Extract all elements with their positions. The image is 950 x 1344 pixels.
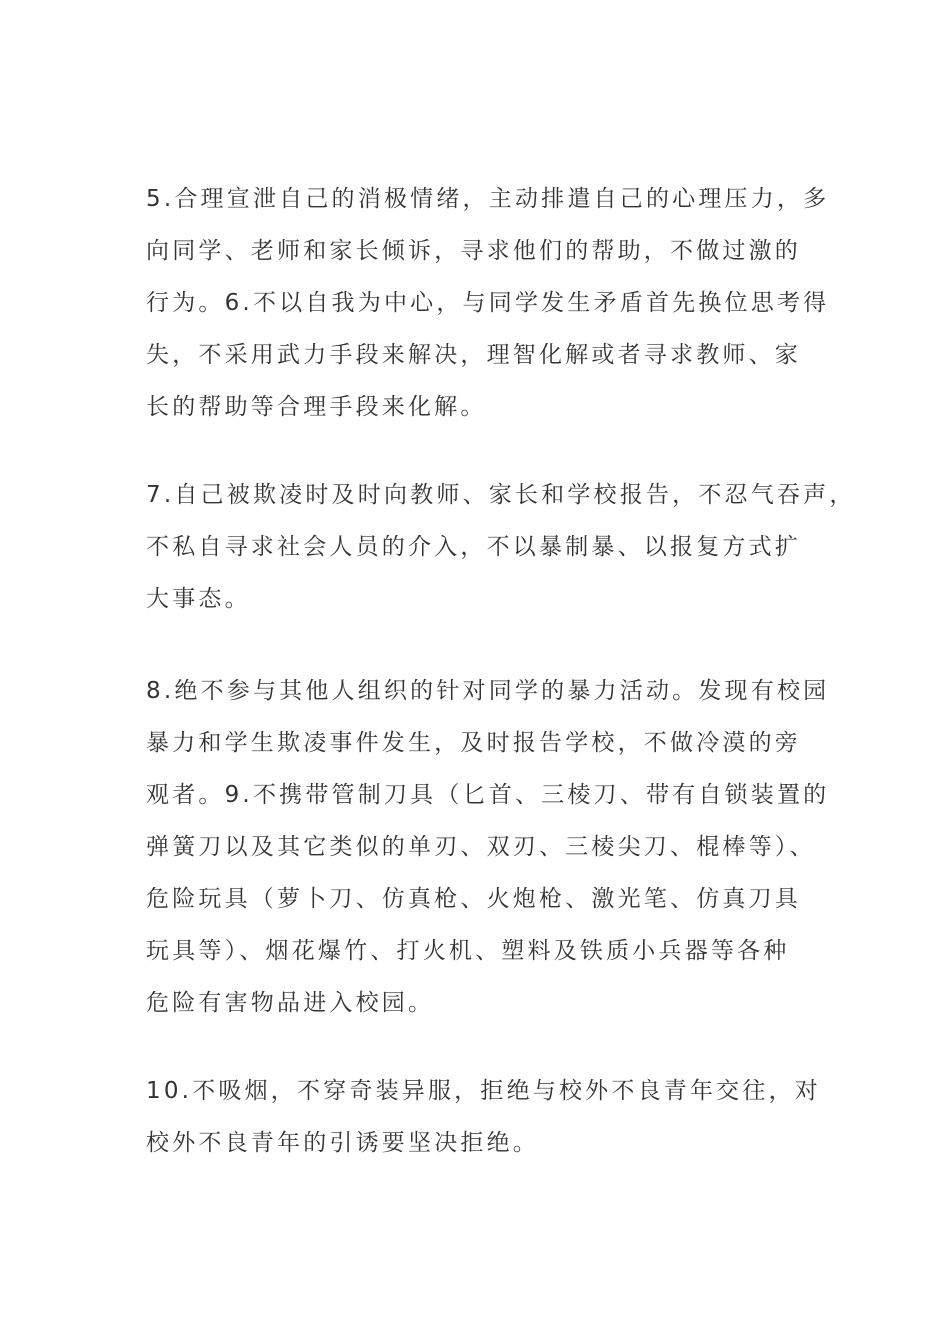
paragraph-item-10: [146, 1065, 836, 1169]
text-line: 不私自寻求社会人员的介入，不以暴制暴、以报复方式扩: [146, 534, 801, 560]
text-line: 7.自己被欺凌时及时向教师、家长和学校报告，不忍气吞声，: [146, 482, 856, 508]
text-line: 失，不采用武力手段来解决，理智化解或者寻求教师、家: [146, 342, 801, 368]
text-line: 危险玩具（萝卜刀、仿真枪、火炮枪、激光笔、仿真刀具: [146, 886, 801, 912]
text-line: 暴力和学生欺凌事件发生，及时报告学校，不做冷漠的旁: [146, 730, 801, 756]
text-line: 向同学、老师和家长倾诉，寻求他们的帮助，不做过激的: [146, 238, 801, 264]
text-line: 观者。9.不携带管制刀具（匕首、三棱刀、带有自锁装置的: [146, 782, 830, 808]
text-line: 弹簧刀以及其它类似的单刃、双刃、三棱尖刀、棍棒等）、: [146, 834, 816, 860]
paragraph-item-5-6: [146, 173, 836, 433]
text-line: 大事态。: [146, 586, 251, 612]
text-line: 危险有害物品进入校园。: [146, 990, 435, 1016]
text-line: 行为。6.不以自我为中心，与同学发生矛盾首先换位思考得: [146, 290, 830, 316]
text-line: 长的帮助等合理手段来化解。: [146, 394, 487, 420]
paragraph-item-8-9: [146, 665, 836, 1029]
text-line: 8.绝不参与其他人组织的针对同学的暴力活动。发现有校园: [146, 678, 830, 704]
text-line: 10.不吸烟，不穿奇装异服，拒绝与校外不良青年交往，对: [146, 1078, 821, 1104]
text-line: 5.合理宣泄自己的消极情绪，主动排遣自己的心理压力，多: [146, 186, 830, 212]
text-line: 玩具等）、烟花爆竹、打火机、塑料及铁质小兵器等各种: [146, 938, 790, 964]
paragraph-item-7: [146, 469, 856, 625]
text-line: 校外不良青年的引诱要坚决拒绝。: [146, 1130, 539, 1156]
